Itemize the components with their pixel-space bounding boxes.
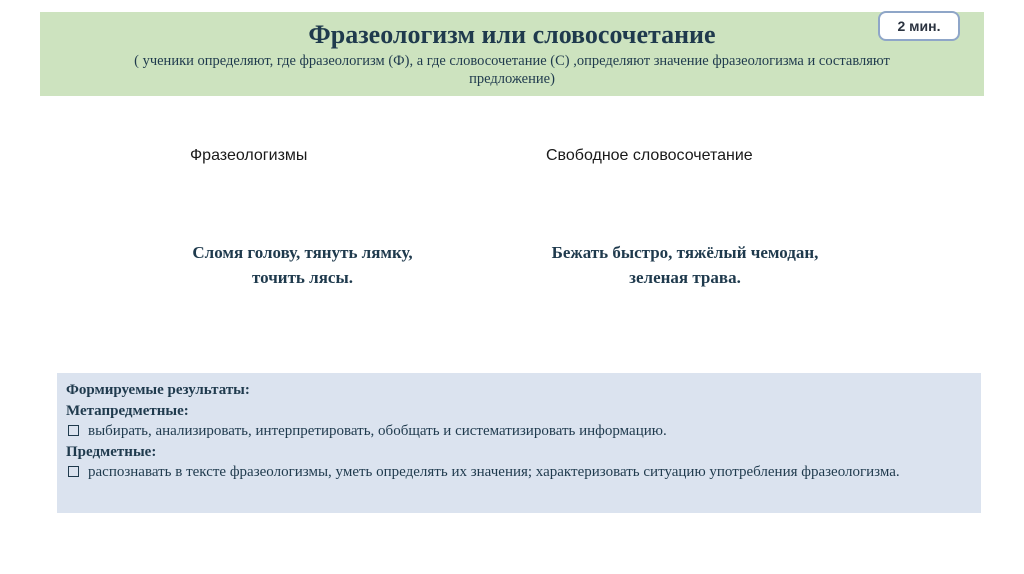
- free-phrases-examples: Бежать быстро, тяжёлый чемодан, зеленая трава.: [551, 243, 819, 287]
- time-badge: 2 мин.: [878, 11, 960, 41]
- header-banner: [40, 12, 984, 96]
- results-box: [57, 373, 981, 513]
- subject-heading: Предметные:: [66, 443, 157, 460]
- page-subtitle: ( ученики определяют, где фразеологизм (Ф), а где словосочетание (С) ,определяют значение фразеологизма и составляют предложение): [134, 53, 890, 87]
- meta-item: выбирать, анализировать, интерпретировать, обобщать и систематизировать информацию.: [88, 423, 667, 439]
- page-title: Фразеологизм или словосочетание: [308, 20, 716, 49]
- subject-item: распознавать в тексте фразеологизмы, уметь определять их значения; характеризовать ситуацию употребления фразеологизма.: [88, 464, 900, 480]
- results-title: Формируемые результаты:: [66, 382, 250, 398]
- checkbox-bullet-icon: [68, 425, 79, 436]
- column-heading-phraseologisms: Фразеологизмы: [190, 147, 308, 164]
- list-item: [66, 421, 972, 442]
- checkbox-bullet-icon: [68, 466, 79, 477]
- list-item: [66, 462, 972, 483]
- phraseologisms-examples: Сломя голову, тянуть лямку, точить лясы.: [192, 243, 413, 287]
- column-heading-free-phrases: Свободное словосочетание: [546, 147, 753, 164]
- meta-heading: Метапредметные:: [66, 402, 189, 419]
